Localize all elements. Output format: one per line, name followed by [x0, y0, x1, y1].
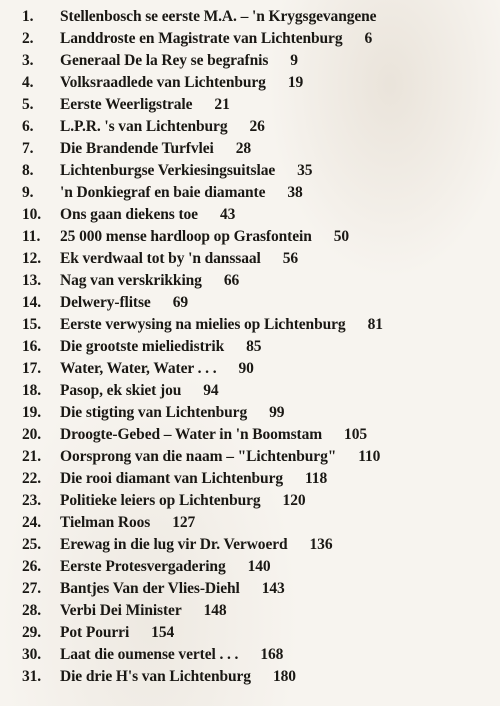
- toc-entry-page: 143: [261, 580, 285, 597]
- toc-entry-page: 69: [172, 294, 189, 311]
- toc-entry-number: 30.: [22, 646, 42, 663]
- toc-entry-number: 13.: [22, 272, 42, 289]
- toc-entry-number: 12.: [22, 250, 42, 267]
- toc-entry-title: Eerste Protesvergadering: [60, 558, 226, 575]
- toc-entry-number: 23.: [22, 492, 42, 509]
- toc-entry: [22, 644, 492, 666]
- toc-entry-title: Stellenbosch se eerste M.A. – 'n Krygsgevangene: [60, 8, 377, 25]
- toc-entry: [22, 50, 492, 72]
- toc-entry-number: 10.: [22, 206, 42, 223]
- toc-entry-page: 6: [364, 30, 373, 47]
- toc-entry-number: 8.: [22, 162, 34, 179]
- toc-entry: [22, 490, 492, 512]
- toc-entry-title: 25 000 mense hardloop op Grasfontein: [60, 228, 312, 245]
- toc-entry: [22, 160, 492, 182]
- toc-entry: [22, 534, 492, 556]
- toc-entry-number: 25.: [22, 536, 42, 553]
- toc-entry-page: 66: [223, 272, 240, 289]
- toc-entry-title: Die grootste mieliedistrik: [60, 338, 225, 355]
- toc-entry-page: 136: [309, 536, 333, 553]
- toc-entry: [22, 138, 492, 160]
- toc-entry-title: Die stigting van Lichtenburg: [60, 404, 248, 421]
- toc-entry-title: 'n Donkiegraf en baie diamante: [60, 184, 266, 201]
- toc-entry-title: Erewag in die lug vir Dr. Verwoerd: [60, 536, 288, 553]
- toc-entry-title: Pot Pourri: [60, 624, 130, 641]
- toc-entry: [22, 270, 492, 292]
- toc-entry-page: 140: [247, 558, 271, 575]
- toc-entry-number: 19.: [22, 404, 42, 421]
- toc-entry-page: 38: [287, 184, 303, 201]
- toc-entry-page: 28: [235, 140, 251, 157]
- toc-entry-page: 120: [282, 492, 306, 509]
- toc-entry-number: 9.: [22, 184, 34, 201]
- toc-entry-title: Tielman Roos: [60, 514, 151, 531]
- toc-entry-title: Laat die oumense vertel . . .: [60, 646, 239, 663]
- toc-entry: [22, 72, 492, 94]
- toc-entry-title: Generaal De la Rey se begrafnis: [60, 52, 269, 69]
- toc-entry-page: 168: [260, 646, 284, 663]
- toc-entry: [22, 248, 492, 270]
- toc-entry-number: 3.: [22, 52, 34, 69]
- toc-entry-page: 154: [151, 624, 175, 641]
- toc-entry-number: 4.: [22, 74, 34, 91]
- toc-entry-page: 9: [290, 52, 298, 69]
- toc-entry-number: 16.: [22, 338, 42, 355]
- toc-entry: [22, 358, 492, 380]
- toc-entry-title: Bantjes Van der Vlies-Diehl: [60, 580, 240, 597]
- toc-entry-title: L.P.R. 's van Lichtenburg: [60, 118, 228, 135]
- toc-entry-title: Verbi Dei Minister: [60, 602, 182, 619]
- toc-entry-title: Landdroste en Magistrate van Lichtenburg: [60, 30, 343, 47]
- toc-entry: [22, 666, 492, 688]
- toc-entry-page: 105: [344, 426, 367, 443]
- toc-entry-number: 18.: [22, 382, 42, 399]
- toc-entry-page: 81: [367, 316, 383, 333]
- toc-entry-title: Eerste Weerligstrale: [60, 96, 193, 113]
- toc-entry-page: 19: [287, 74, 304, 91]
- toc-entry-page: 35: [297, 162, 313, 179]
- toc-entry-number: 28.: [22, 602, 42, 619]
- toc-entry: [22, 94, 492, 116]
- toc-entry-page: 56: [282, 250, 299, 267]
- toc-entry-title: Water, Water, Water . . .: [60, 360, 217, 377]
- toc-entry: [22, 468, 492, 490]
- toc-entry: [22, 512, 492, 534]
- toc-entry-number: 15.: [22, 316, 42, 333]
- toc-entry-page: 85: [246, 338, 262, 355]
- toc-entry-title: Die rooi diamant van Lichtenburg: [60, 470, 284, 487]
- toc-entry-number: 1.: [22, 8, 34, 25]
- toc-entry-title: Lichtenburgse Verkiesingsuitslae: [60, 162, 276, 179]
- toc-entry-number: 29.: [22, 624, 42, 641]
- toc-entry-title: Eerste verwysing na mielies op Lichtenburg: [60, 316, 346, 333]
- toc-entry-page: 26: [249, 118, 265, 135]
- toc-entry-title: Volksraadlede van Lichtenburg: [60, 74, 266, 91]
- toc-entry-number: 5.: [22, 96, 34, 113]
- toc-entry-number: 31.: [22, 668, 42, 685]
- toc-entry-title: Die Brandende Turfvlei: [60, 140, 214, 157]
- toc-entry-page: 118: [305, 470, 328, 487]
- toc-entry-number: 7.: [22, 140, 34, 157]
- toc-entry: [22, 556, 492, 578]
- toc-entry-page: 180: [272, 668, 296, 685]
- toc-entry-title: Oorsprong van die naam – "Lichtenburg": [60, 448, 337, 465]
- toc-entry-number: 27.: [22, 580, 42, 597]
- toc-entry-page: 50: [333, 228, 350, 245]
- toc-entry-page: 94: [203, 382, 219, 399]
- toc-entry-title: Droogte-Gebed – Water in 'n Boomstam: [60, 426, 323, 443]
- toc-entry-page: 110: [358, 448, 381, 465]
- table-of-contents: [22, 6, 492, 688]
- toc-entry-number: 11.: [22, 228, 41, 245]
- toc-entry-number: 2.: [22, 30, 34, 47]
- toc-entry-page: 21: [214, 96, 230, 113]
- toc-entry-title: Nag van verskrikking: [60, 272, 202, 289]
- toc-entry: [22, 424, 492, 446]
- toc-entry: [22, 6, 492, 28]
- toc-entry: [22, 226, 492, 248]
- toc-entry: [22, 314, 492, 336]
- toc-entry-page: 43: [219, 206, 236, 223]
- toc-entry-number: 24.: [22, 514, 42, 531]
- toc-entry: [22, 204, 492, 226]
- toc-entry-title: Ons gaan diekens toe: [60, 206, 198, 223]
- toc-entry-title: Die drie H's van Lichtenburg: [60, 668, 251, 685]
- toc-entry-number: 21.: [22, 448, 42, 465]
- toc-entry: [22, 380, 492, 402]
- toc-entry-page: 99: [269, 404, 285, 421]
- toc-entry: [22, 578, 492, 600]
- toc-entry-number: 14.: [22, 294, 42, 311]
- toc-entry: [22, 116, 492, 138]
- toc-entry: [22, 28, 492, 50]
- toc-entry-title: Delwery-flitse: [60, 294, 151, 311]
- toc-entry-number: 22.: [22, 470, 42, 487]
- toc-entry: [22, 402, 492, 424]
- toc-entry: [22, 336, 492, 358]
- toc-entry-number: 6.: [22, 118, 34, 135]
- toc-entry-number: 26.: [22, 558, 42, 575]
- toc-entry-title: Politieke leiers op Lichtenburg: [60, 492, 261, 509]
- toc-entry-number: 20.: [22, 426, 42, 443]
- toc-entry-page: 90: [238, 360, 254, 377]
- toc-entry-page: 127: [172, 514, 196, 531]
- toc-entry: [22, 622, 492, 644]
- toc-entry: [22, 292, 492, 314]
- toc-entry: [22, 600, 492, 622]
- toc-entry: [22, 182, 492, 204]
- toc-entry: [22, 446, 492, 468]
- toc-entry-page: 148: [203, 602, 227, 619]
- toc-entry-number: 17.: [22, 360, 42, 377]
- toc-entry-title: Ek verdwaal tot by 'n danssaal: [60, 250, 261, 267]
- toc-entry-title: Pasop, ek skiet jou: [60, 382, 182, 399]
